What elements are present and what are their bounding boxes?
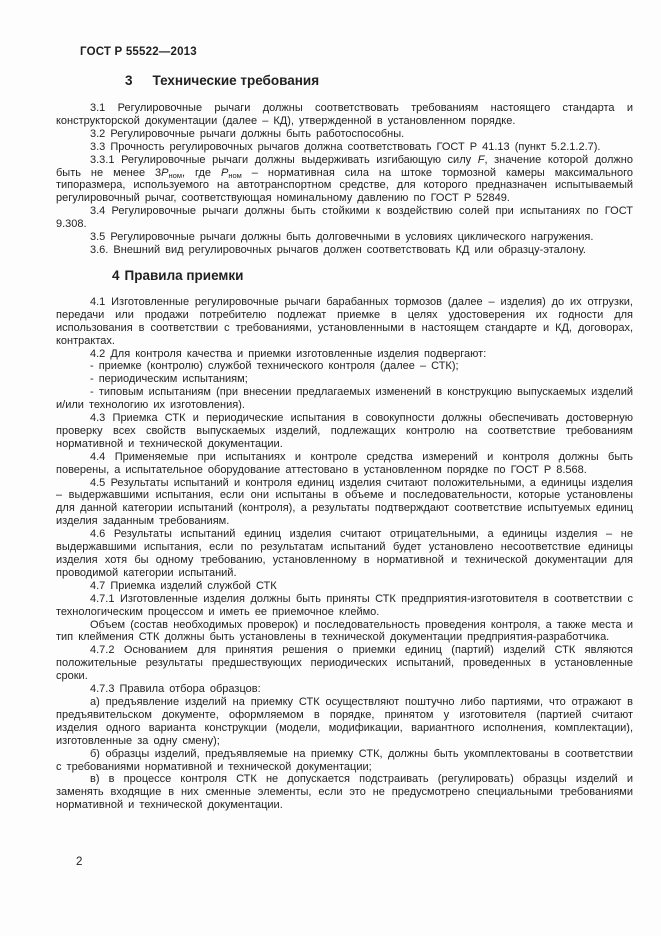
- paragraph: - периодическим испытаниям;: [90, 373, 248, 386]
- paragraph: 3.3.1 Регулировочные рычаги должны выдерживать изгибающую силу F, значение которой должно быть не менее $3P_{ном}$, где $P_{ном}$ – нормативная сила на штоке тормозной камеры максимального типоразмера, используемого на автотранспортном средстве, для которого предназначен испытываемый регулировочный рычаг, соответствующая номинальному давлению по ГОСТ Р 52849.: [56, 153, 633, 205]
- paragraph: в) в процессе контроля СТК не допускается подстраивать (регулировать) образцы изделий и заменять входящие в них сменные элементы, если это не предусмотрено специальными требованиями нормативной и технической документации.: [56, 773, 633, 812]
- paragraph: 4.7.3 Правила отбора образцов:: [90, 683, 261, 696]
- paragraph: а) предъявление изделий на приемку СТК осуществляют поштучно либо партиями, что отражают в предъявительском документе, оформляемом в порядке, принятом у изготовителя (партией считают изделия одного варианта конструкции (модели, модификации, вариантного исполнения, комплектации), изготовленные за одну смену);: [56, 695, 633, 747]
- paragraph: 3.1 Регулировочные рычаги должны соответствовать требованиям настоящего стандарта и конструкторской документации (далее – КД), утвержденной в установленном порядке.: [56, 102, 633, 127]
- paragraph: 4.4 Применяемые при испытаниях и контроле средства измерений и контроля должны быть поверены, а испытательное оборудование аттестовано в установленном порядке по ГОСТ Р 8.568.: [56, 450, 633, 476]
- paragraph: 4.7 Приемка изделий службой СТК: [90, 579, 277, 592]
- paragraph: - приемке (контролю) службой технического контроля (далее – СТК);: [90, 360, 459, 373]
- paragraph: 3.3 Прочность регулировочных рычагов должна соответствовать ГОСТ Р 41.13 (пункт 5.2.1.2.7).: [90, 140, 601, 153]
- section-title: Правила приемки: [124, 267, 244, 283]
- paragraph: 4.7.2 Основанием для принятия решения о приемки единиц (партий) изделий СТК являются положительные результаты предшествующих периодических испытаний, проведенных в установленные сроки.: [56, 644, 633, 683]
- section-number: 3: [125, 73, 133, 88]
- section-title: Технические требования: [152, 73, 320, 88]
- paragraph: - типовым испытаниям (при внесении предлагаемых изменений в конструкцию выпускаемых изделий и/или технологию их изготовления).: [56, 386, 633, 412]
- paragraph: 4.7.1 Изготовленные изделия должны быть приняты СТК предприятия-изготовителя в соответствии с технологическим процессом и иметь ее приемочное клеймо.: [56, 592, 633, 618]
- paragraph: 3.6. Внешний вид регулировочных рычагов должен соответствовать КД или образцу-эталону.: [90, 243, 586, 256]
- document-header: ГОСТ Р 55522—2013: [80, 46, 197, 58]
- paragraph: 4.5 Результаты испытаний и контроля единиц изделия считают положительными, а единицы изделия – выдержавшими испытания, если они испытаны в объеме и последовательности, которые установлены для данной категории испытаний (контроля), а результаты подтверждают соответствие испытуемых единиц изделия заданным требованиям.: [56, 476, 633, 528]
- page-number: 2: [76, 856, 83, 868]
- paragraph: 3.4 Регулировочные рычаги должны быть стойкими к воздействию солей при испытаниях по ГОСТ 9.308.: [56, 205, 633, 231]
- paragraph: 4.1 Изготовленные регулировочные рычаги барабанных тормозов (далее – изделия) до их отгрузки, передачи или продажи потребителю подлежат приемке в целях удостоверения их годности для использования в соответствии с требованиями, установленными в настоящем стандарте и КД, договорах, контрактах.: [56, 295, 633, 347]
- paragraph: 4.6 Результаты испытаний единиц изделия считают отрицательными, а единицы изделия – не выдержавшими испытания, если по результатам испытаний будет установлено несоответствие единицы изделия хотя бы одному требованию, установленному в нормативной и технической документации для проводимой категории испытаний.: [56, 528, 633, 579]
- paragraph: б) образцы изделий, предъявляемые на приемку СТК, должны быть укомплектованы в соответствии с требованиями нормативной и технической документации;: [56, 747, 633, 773]
- paragraph: 3.5 Регулировочные рычаги должны быть долговечными в условиях циклического нагружения.: [90, 231, 594, 244]
- document-content: [56, 73, 633, 812]
- paragraph: 4.2 Для контроля качества и приемки изготовленные изделия подвергают:: [90, 347, 487, 360]
- paragraph: 3.2 Регулировочные рычаги должны быть работоспособны.: [90, 127, 405, 140]
- section-heading: [112, 268, 633, 284]
- section-heading: [125, 73, 633, 89]
- paragraph: 4.3 Приемка СТК и периодические испытания в совокупности должны обеспечивать достоверную проверку всех свойств выпускаемых изделий, подлежащих контролю на соответствие требованиям нормативной и технической документации.: [56, 412, 633, 450]
- section-number: 4: [112, 267, 120, 283]
- paragraph: Объем (состав необходимых проверок) и последовательность проведения контроля, а также места и тип клеймения СТК должны быть установлены в технической документации предприятия-разработчика.: [56, 618, 633, 644]
